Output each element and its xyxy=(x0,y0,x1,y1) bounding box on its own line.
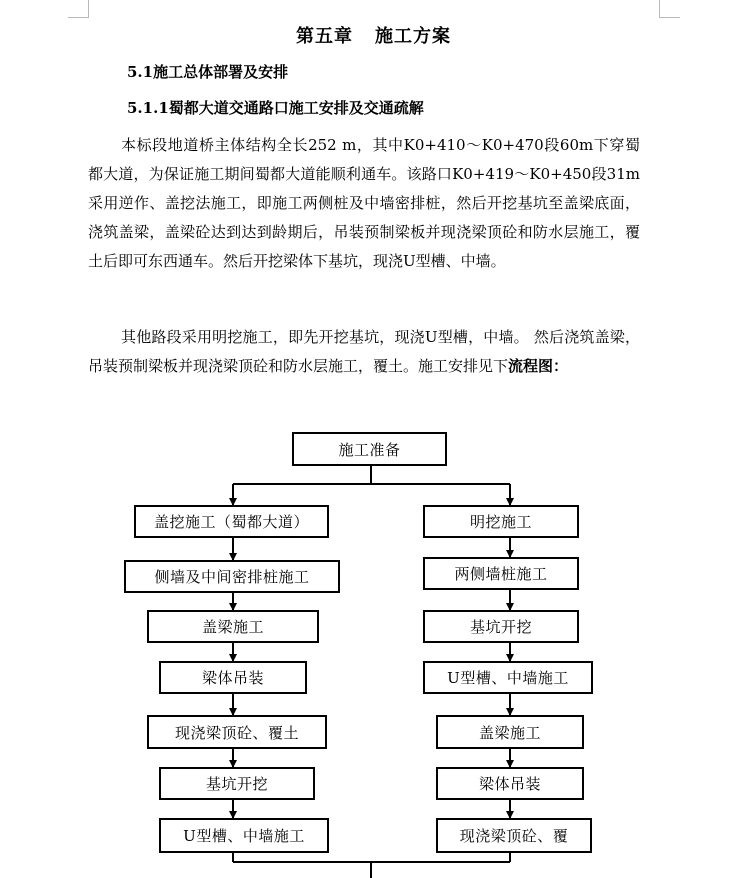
flow-left-step-7: U型槽、中墙施工 xyxy=(159,818,329,853)
flow-left-step-1: 盖挖施工（蜀都大道） xyxy=(134,505,329,538)
flow-right-step-4: U型槽、中墙施工 xyxy=(423,661,593,694)
paragraph-2-text: 其他路段采用明挖施工，即先开挖基坑，现浇U型槽，中墙。 然后浇筑盖梁，吊装预制梁板并现浇梁顶砼和防水层施工，覆土。施工安排见下 xyxy=(88,328,640,375)
flow-left-step-3: 盖梁施工 xyxy=(147,610,319,643)
flow-box-start: 施工准备 xyxy=(292,432,447,466)
paragraph-1: 本标段地道桥主体结构全长252 m，其中K0+410～K0+470段60m下穿蜀都大道，为保证施工期间蜀都大道能顺利通车。该路口K0+419～K0+450段31m采用逆作、盖挖法施工，即施工两侧桩及中墙密排桩，然后开挖基坑至盖梁底面，浇筑盖梁，盖梁砼达到达到龄期后，吊装预制梁板并现浇梁顶砼和防水层施工，覆土后即可东西通车。然后开挖梁体下基坑，现浇U型槽、中墙。 xyxy=(88,136,640,270)
chapter-number: 第五章 xyxy=(296,26,353,47)
flow-right-step-7: 现浇梁顶砼、覆 xyxy=(436,818,592,853)
flow-right-step-3: 基坑开挖 xyxy=(423,610,579,643)
flow-left-step-2: 侧墙及中间密排桩施工 xyxy=(124,560,340,593)
flow-right-step-1: 明挖施工 xyxy=(423,505,579,538)
flow-left-step-6: 基坑开挖 xyxy=(159,767,315,800)
section-heading-5-1-1: 5.1.1蜀都大道交通路口施工安排及交通疏解 xyxy=(127,99,424,117)
flow-right-step-5: 盖梁施工 xyxy=(436,715,584,749)
flow-right-step-2: 两侧墙桩施工 xyxy=(423,557,579,590)
flow-left-step-5: 现浇梁顶砼、覆土 xyxy=(147,715,327,749)
flow-right-step-6: 梁体吊装 xyxy=(436,767,584,800)
paragraph-2-bold: 流程图： xyxy=(508,357,569,375)
chapter-name: 施工方案 xyxy=(375,26,451,47)
section-heading-5-1: 5.1施工总体部署及安排 xyxy=(127,63,289,81)
flow-left-step-4: 梁体吊装 xyxy=(159,661,307,694)
